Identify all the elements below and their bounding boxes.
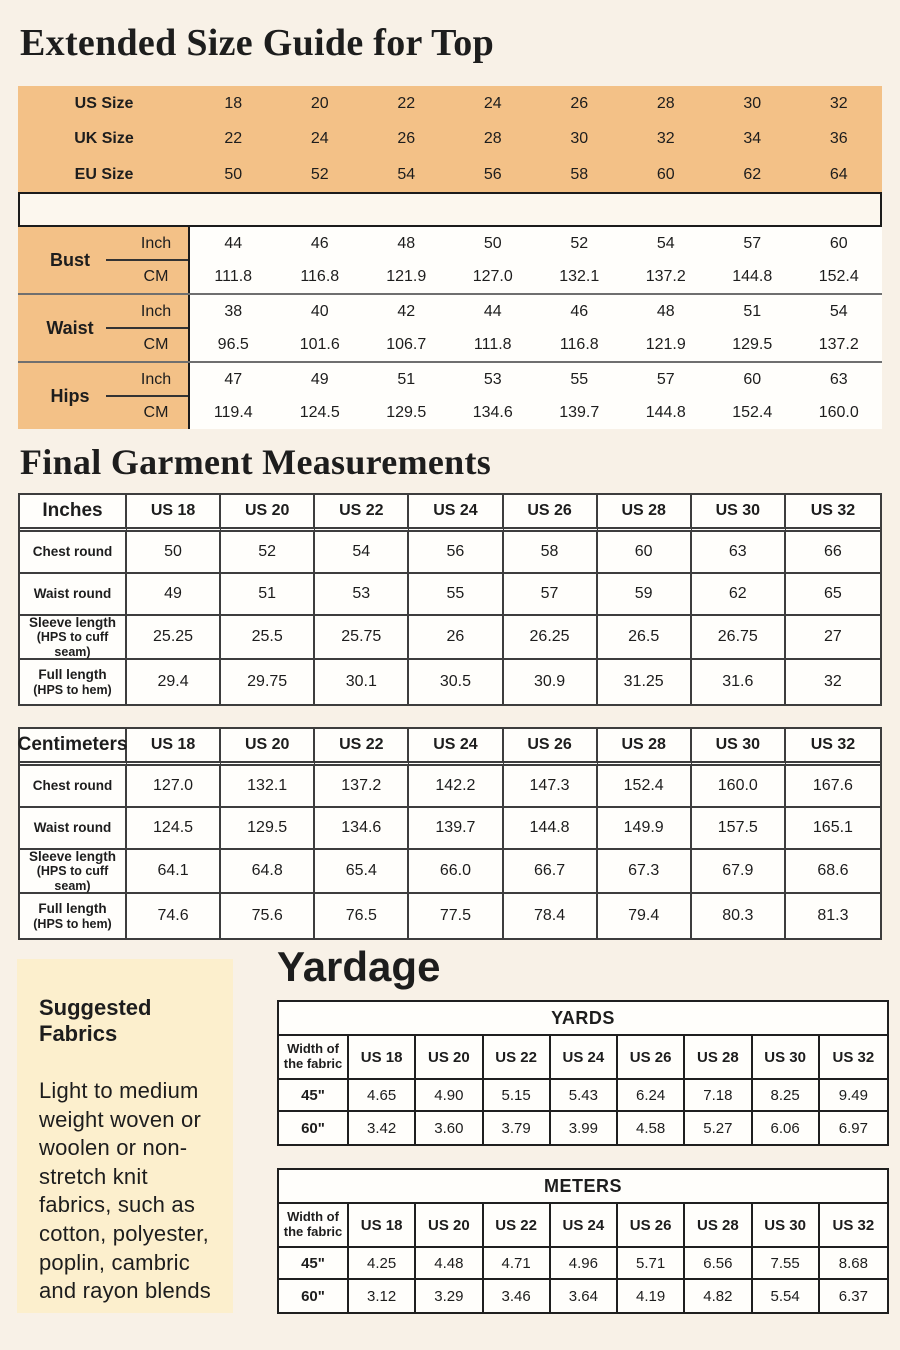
yardage-value: 9.49	[820, 1080, 887, 1112]
size-column-header: US 28	[685, 1204, 752, 1248]
measurement-value: 29.75	[221, 660, 315, 704]
size-column-header: US 30	[692, 729, 786, 766]
size-column-header: US 20	[416, 1204, 483, 1248]
cm-value: 160.0	[818, 403, 859, 421]
inch-value: 57	[743, 234, 762, 252]
size-column-header: US 18	[349, 1204, 416, 1248]
suggested-fabrics-heading: Suggested Fabrics	[39, 994, 152, 1046]
yardage-value: 6.56	[685, 1248, 752, 1280]
body-measurements-table	[0, 227, 900, 429]
size-column-header: US 32	[820, 1204, 887, 1248]
yardage-value: 5.15	[484, 1080, 551, 1112]
empty-divider-row	[18, 192, 882, 227]
inch-value: 50	[483, 234, 502, 252]
measurement-value: 65	[786, 574, 880, 616]
inch-value: 42	[397, 302, 416, 320]
yardage-unit-title: YARDS	[279, 1002, 887, 1036]
measurement-value: 26.75	[692, 616, 786, 660]
inch-value: 57	[656, 370, 675, 388]
measurement-value: 127.0	[127, 766, 221, 808]
unit-label-inch: Inch	[122, 295, 190, 328]
measurement-value: 124.5	[127, 808, 221, 850]
measurement-value: 80.3	[692, 894, 786, 938]
measurement-row-label	[20, 660, 127, 704]
measurement-value: 54	[315, 532, 409, 574]
size-value: 36	[829, 130, 848, 148]
cm-value: 137.2	[645, 267, 686, 285]
inch-value: 48	[656, 302, 675, 320]
size-value: 34	[743, 130, 762, 148]
cm-value: 111.8	[214, 267, 253, 285]
measurement-row-label	[20, 766, 127, 808]
measurement-value: 56	[409, 532, 503, 574]
size-column-header: US 32	[786, 495, 880, 532]
cm-value: 132.1	[559, 267, 600, 285]
measurement-value: 66.0	[409, 850, 503, 894]
unit-label-cm: CM	[122, 328, 190, 361]
size-column-header: US 18	[127, 495, 221, 532]
cm-value: 96.5	[217, 335, 249, 353]
measurement-value: 65.4	[315, 850, 409, 894]
yardage-value: 4.65	[349, 1080, 416, 1112]
yardage-value: 3.46	[484, 1280, 551, 1312]
body-part-label: Hips	[18, 363, 122, 429]
measurement-value: 147.3	[504, 766, 598, 808]
body-part-label: Waist	[18, 295, 122, 361]
measurement-value: 62	[692, 574, 786, 616]
row-label-text: Sleeve length	[28, 614, 117, 630]
measurement-value: 152.4	[598, 766, 692, 808]
measurement-value: 30.5	[409, 660, 503, 704]
size-value: 56	[483, 165, 502, 183]
yardage-value: 5.43	[551, 1080, 618, 1112]
row-label-subtext: (HPS to cuff seam)	[36, 630, 109, 659]
measurement-row-label	[20, 850, 127, 894]
cm-value: 127.0	[472, 267, 513, 285]
measurement-value: 79.4	[598, 894, 692, 938]
measurement-value: 78.4	[504, 894, 598, 938]
inch-value: 49	[310, 370, 329, 388]
size-value: 26	[570, 94, 589, 112]
fabric-width-header: Width of the fabric	[279, 1204, 349, 1248]
size-column-header: US 24	[409, 495, 503, 532]
size-value: 24	[310, 130, 329, 148]
inch-value: 47	[224, 370, 243, 388]
suggested-fabrics-panel	[17, 959, 233, 1313]
size-value: 24	[483, 94, 502, 112]
size-value: 18	[224, 94, 243, 112]
size-column-header: US 26	[618, 1036, 685, 1080]
inch-value: 54	[829, 302, 848, 320]
measurement-value: 76.5	[315, 894, 409, 938]
body-section-bust	[18, 227, 882, 293]
yardage-value: 5.27	[685, 1112, 752, 1144]
size-value: 32	[829, 94, 848, 112]
yardage-value: 6.37	[838, 1287, 868, 1305]
measurement-row-label	[20, 616, 127, 660]
suggested-fabrics-text: Light to medium weight woven or woolen or non-stretch knit fabrics, such as cotton, polyester, poplin, cambric and rayon blends	[39, 1077, 211, 1304]
yardage-value: 7.18	[685, 1080, 752, 1112]
size-column-header: US 30	[753, 1036, 820, 1080]
cm-value: 129.5	[732, 335, 773, 353]
garment-table-inches	[18, 493, 882, 706]
measurement-value: 64.1	[127, 850, 221, 894]
measurement-value: 26	[409, 616, 503, 660]
measurement-value: 134.6	[315, 808, 409, 850]
measurement-row-label	[20, 574, 127, 616]
measurement-value: 165.1	[786, 808, 880, 850]
fabric-width-label: 45"	[279, 1248, 349, 1280]
size-value: 20	[310, 94, 329, 112]
size-column-header: US 22	[484, 1036, 551, 1080]
size-value: 28	[656, 94, 675, 112]
inch-value: 54	[656, 234, 675, 252]
yardage-value: 3.42	[349, 1112, 416, 1144]
measurement-value: 31.6	[692, 660, 786, 704]
measurement-value: 58	[504, 532, 598, 574]
row-label-subtext: (HPS to cuff seam)	[36, 864, 109, 893]
unit-header: Inches	[20, 495, 127, 532]
garment-table-centimeters	[18, 727, 882, 940]
measurement-value: 52	[221, 532, 315, 574]
measurement-value: 67.3	[598, 850, 692, 894]
size-column-header: US 24	[551, 1036, 618, 1080]
measurement-value: 68.6	[786, 850, 880, 894]
measurement-value: 29.4	[127, 660, 221, 704]
size-value: 62	[743, 165, 762, 183]
yardage-value: 4.48	[416, 1248, 483, 1280]
measurement-value: 75.6	[221, 894, 315, 938]
size-column-header: US 26	[504, 729, 598, 766]
measurement-value: 53	[315, 574, 409, 616]
cm-value: 129.5	[386, 403, 427, 421]
row-label-subtext: (HPS to hem)	[33, 916, 112, 931]
size-system-label: UK Size	[74, 130, 134, 148]
size-value: 26	[397, 130, 416, 148]
unit-header: Centimeters	[20, 729, 127, 766]
yardage-value: 5.54	[753, 1280, 820, 1312]
inch-value: 44	[224, 234, 243, 252]
size-column-header: US 18	[349, 1036, 416, 1080]
size-column-header: US 20	[221, 495, 315, 532]
measurement-value: 66	[786, 532, 880, 574]
cm-value: 121.9	[645, 335, 686, 353]
yardage-value: 3.60	[416, 1112, 483, 1144]
yardage-section	[277, 944, 889, 1336]
yardage-value: 6.97	[838, 1119, 868, 1137]
size-value: 60	[656, 165, 675, 183]
inch-value: 55	[570, 370, 589, 388]
measurement-row-label	[20, 894, 127, 938]
inch-value: 48	[397, 234, 416, 252]
unit-label-inch: Inch	[122, 227, 190, 260]
body-section-waist	[18, 293, 882, 361]
measurement-value: 55	[409, 574, 503, 616]
yardage-title: Yardage	[277, 942, 441, 990]
size-column-header: US 32	[786, 729, 880, 766]
measurement-value: 77.5	[409, 894, 503, 938]
yardage-table-meters	[277, 1168, 889, 1314]
bottom-section	[0, 942, 900, 1340]
size-column-header: US 22	[315, 729, 409, 766]
measurement-value: 30.9	[504, 660, 598, 704]
measurement-value: 60	[598, 532, 692, 574]
inch-value: 51	[397, 370, 416, 388]
cm-value: 144.8	[645, 403, 686, 421]
row-label-subtext: (HPS to hem)	[33, 682, 112, 697]
size-value: 22	[224, 130, 243, 148]
measurement-value: 26.5	[598, 616, 692, 660]
measurement-row-label	[20, 808, 127, 850]
yardage-value: 7.55	[753, 1248, 820, 1280]
cm-value: 134.6	[472, 403, 513, 421]
yardage-value: 3.12	[349, 1280, 416, 1312]
measurement-value: 32	[824, 672, 842, 690]
measurement-value: 31.25	[598, 660, 692, 704]
cm-value: 101.6	[299, 335, 340, 353]
size-value: 50	[224, 165, 243, 183]
cm-value: 139.7	[559, 403, 600, 421]
fabric-width-label: 60"	[279, 1280, 349, 1312]
size-value: 64	[829, 165, 848, 183]
size-value: 58	[570, 165, 589, 183]
yardage-table-yards	[277, 1000, 889, 1146]
measurement-value: 139.7	[409, 808, 503, 850]
measurement-value: 51	[221, 574, 315, 616]
cm-value: 152.4	[732, 403, 773, 421]
measurement-value: 81.3	[817, 906, 849, 924]
yardage-value: 3.79	[484, 1112, 551, 1144]
row-label-text: Full length	[38, 901, 107, 917]
measurement-value: 64.8	[221, 850, 315, 894]
measurement-value: 67.9	[692, 850, 786, 894]
row-label-text: Chest round	[32, 778, 113, 794]
yardage-value: 4.19	[618, 1280, 685, 1312]
yardage-value: 6.24	[618, 1080, 685, 1112]
size-column-header: US 26	[504, 495, 598, 532]
cm-value: 121.9	[386, 267, 427, 285]
measurement-value: 50	[127, 532, 221, 574]
measurement-value: 25.75	[315, 616, 409, 660]
fabric-width-header: Width of the fabric	[279, 1036, 349, 1080]
size-column-header: US 28	[598, 729, 692, 766]
inch-value: 46	[570, 302, 589, 320]
inch-value: 63	[829, 370, 848, 388]
size-column-header: US 24	[409, 729, 503, 766]
row-label-text: Waist round	[33, 586, 112, 602]
size-column-header: US 30	[692, 495, 786, 532]
yardage-unit-title: METERS	[279, 1170, 887, 1204]
size-value: 28	[483, 130, 502, 148]
inch-value: 44	[483, 302, 502, 320]
size-value: 52	[310, 165, 329, 183]
inch-value: 60	[829, 234, 848, 252]
measurement-row-label	[20, 532, 127, 574]
yardage-value: 4.71	[484, 1248, 551, 1280]
cm-value: 116.8	[300, 267, 340, 285]
measurement-value: 25.5	[221, 616, 315, 660]
yardage-value: 4.90	[416, 1080, 483, 1112]
body-section-hips	[18, 361, 882, 429]
yardage-value: 6.06	[753, 1112, 820, 1144]
row-label-text: Full length	[38, 667, 107, 683]
garment-measurements-title: Final Garment Measurements	[20, 442, 492, 483]
inch-value: 53	[483, 370, 502, 388]
cm-value: 144.8	[732, 267, 773, 285]
measurement-value: 160.0	[692, 766, 786, 808]
fabric-width-label: 60"	[279, 1112, 349, 1144]
unit-label-cm: CM	[122, 260, 190, 293]
yardage-value: 4.82	[685, 1280, 752, 1312]
size-conversion-table	[18, 86, 882, 193]
inch-value: 38	[224, 302, 243, 320]
row-label-text: Sleeve length	[28, 848, 117, 864]
yardage-value: 4.96	[551, 1248, 618, 1280]
cm-value: 152.4	[818, 267, 859, 285]
unit-label-cm: CM	[122, 396, 190, 429]
body-part-label: Bust	[18, 227, 122, 293]
row-label-text: Chest round	[32, 544, 113, 560]
unit-label-inch: Inch	[122, 363, 190, 396]
cm-value: 106.7	[386, 335, 427, 353]
size-value: 54	[397, 165, 416, 183]
measurement-value: 49	[127, 574, 221, 616]
size-column-header: US 18	[127, 729, 221, 766]
size-column-header: US 20	[416, 1036, 483, 1080]
measurement-value: 142.2	[409, 766, 503, 808]
row-label-text: Waist round	[33, 820, 112, 836]
yardage-value: 5.71	[618, 1248, 685, 1280]
size-column-header: US 22	[315, 495, 409, 532]
inch-value: 51	[743, 302, 762, 320]
yardage-value: 3.29	[416, 1280, 483, 1312]
cm-value: 111.8	[473, 335, 512, 353]
measurement-value: 167.6	[786, 766, 880, 808]
measurement-value: 157.5	[692, 808, 786, 850]
size-column-header: US 30	[753, 1204, 820, 1248]
size-column-header: US 20	[221, 729, 315, 766]
yardage-value: 3.64	[551, 1280, 618, 1312]
inch-value: 40	[310, 302, 329, 320]
size-column-header: US 32	[820, 1036, 887, 1080]
yardage-value: 8.25	[753, 1080, 820, 1112]
measurement-value: 59	[598, 574, 692, 616]
size-system-label: EU Size	[74, 165, 134, 183]
yardage-value: 8.68	[820, 1248, 887, 1280]
size-system-label: US Size	[74, 94, 134, 112]
cm-value: 116.8	[559, 335, 599, 353]
fabric-width-label: 45"	[279, 1080, 349, 1112]
size-column-header: US 28	[598, 495, 692, 532]
inch-value: 46	[310, 234, 329, 252]
measurement-value: 129.5	[221, 808, 315, 850]
yardage-value: 3.99	[551, 1112, 618, 1144]
size-column-header: US 26	[618, 1204, 685, 1248]
size-column-header: US 24	[551, 1204, 618, 1248]
size-value: 32	[656, 130, 675, 148]
size-column-header: US 28	[685, 1036, 752, 1080]
cm-value: 137.2	[818, 335, 859, 353]
measurement-value: 27	[786, 616, 880, 660]
measurement-value: 66.7	[504, 850, 598, 894]
measurement-value: 149.9	[598, 808, 692, 850]
measurement-value: 57	[504, 574, 598, 616]
yardage-value: 4.58	[618, 1112, 685, 1144]
size-value: 30	[743, 94, 762, 112]
measurement-value: 132.1	[221, 766, 315, 808]
cm-value: 119.4	[213, 403, 253, 421]
measurement-value: 25.25	[127, 616, 221, 660]
size-value: 22	[397, 94, 416, 112]
size-column-header: US 22	[484, 1204, 551, 1248]
measurement-value: 137.2	[315, 766, 409, 808]
measurement-value: 26.25	[504, 616, 598, 660]
inch-value: 52	[570, 234, 589, 252]
measurement-value: 74.6	[127, 894, 221, 938]
inch-value: 60	[743, 370, 762, 388]
measurement-value: 144.8	[504, 808, 598, 850]
page-title: Extended Size Guide for Top	[20, 22, 495, 64]
cm-value: 124.5	[299, 403, 340, 421]
yardage-value: 4.25	[349, 1248, 416, 1280]
size-value: 30	[570, 130, 589, 148]
measurement-value: 63	[692, 532, 786, 574]
measurement-value: 30.1	[315, 660, 409, 704]
